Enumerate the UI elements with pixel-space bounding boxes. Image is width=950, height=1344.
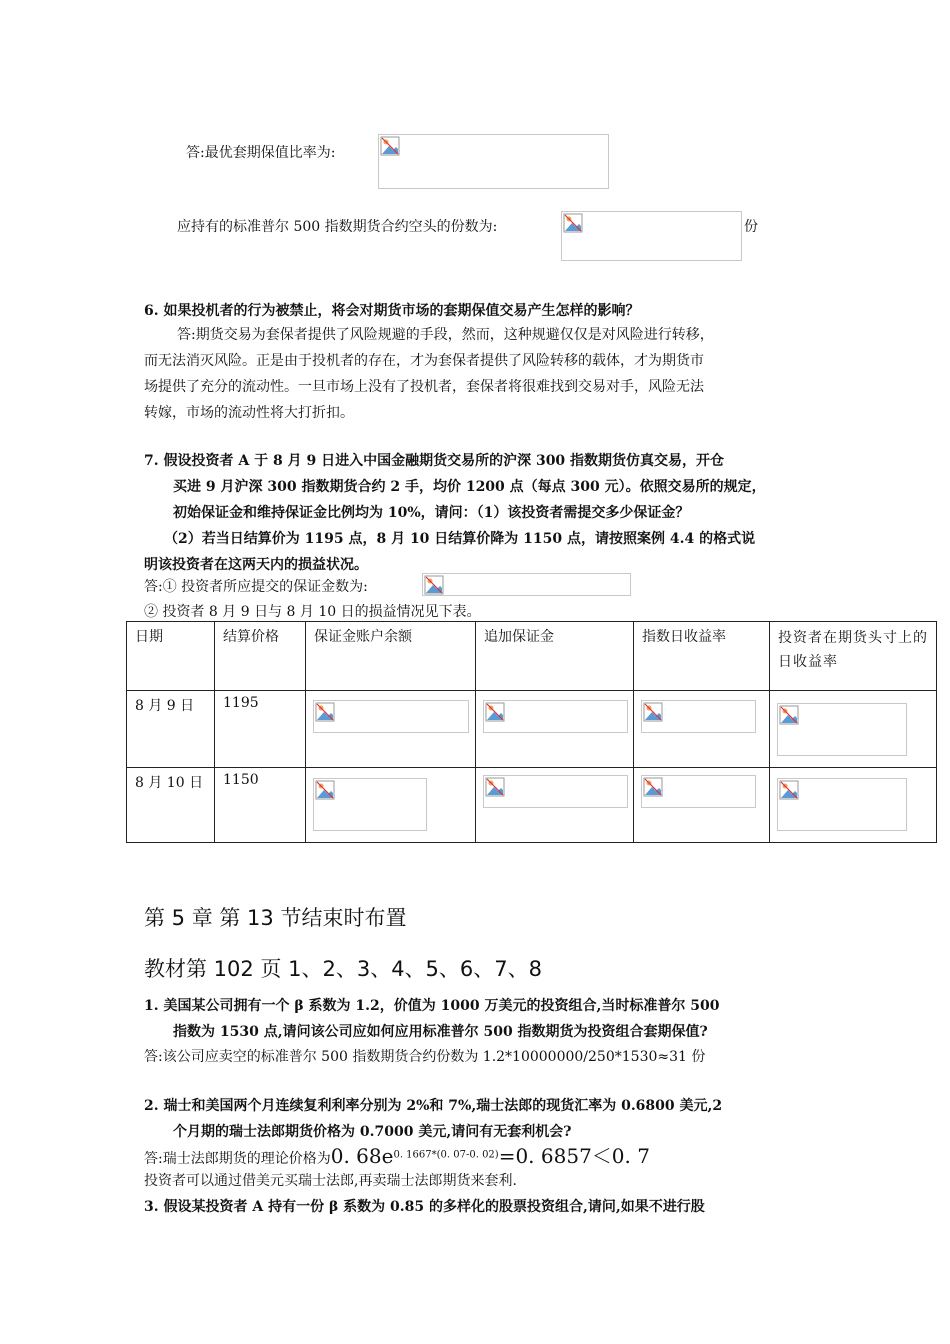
q6-question: 6. 如果投机者的行为被禁止，将会对期货市场的套期保值交易产生怎样的影响？ [144,303,640,319]
s1-question [144,993,719,1045]
s2-formula-base: 0. 68e [330,1144,394,1168]
cell-image [313,778,427,831]
broken-image-icon [643,702,663,722]
q7-question-line: 买进 9 月沪深 300 指数期货合约 2 手，均价 1200 点（每点 300 元）。依照交易所的规定， [173,479,766,495]
broken-image-icon [380,136,400,156]
table-cell-date: 8 月 9 日 [127,691,215,768]
s2-answer [144,1140,650,1169]
s2-question [144,1093,722,1145]
q7-question-line: （2）若当日结算价为 1195 点，8 月 10 日结算价降为 1150 点，请按照案例 4.4 的格式说 [164,531,756,547]
hedge-ratio-label: 答:最优套期保值比率为: [186,145,336,161]
broken-image-icon [315,702,335,722]
table-cell-image [634,768,770,843]
cell-image [777,778,907,831]
broken-image-icon [563,213,583,233]
s2-question-line: 个月期的瑞士法郎期货价格为 0.7000 美元,请问有无套利机会? [173,1124,572,1140]
table-row [127,691,937,768]
broken-image-icon [424,575,444,595]
cell-image [483,775,628,808]
table-cell-image [770,691,937,768]
q6-answer [144,322,714,426]
table-cell-image [634,691,770,768]
q6-answer-line: 转嫁，市场的流动性将大打折扣。 [144,405,354,421]
cell-image [483,700,628,733]
cell-image [641,775,756,808]
table-cell-image [476,691,634,768]
table-cell-price: 1195 [215,691,306,768]
table-cell-date: 8 月 10 日 [127,768,215,843]
q6-answer-line: 答:期货交易为套保者提供了风险规避的手段，然而，这种规避仅仅是对风险进行转移， [177,327,714,343]
s2-answer-prefix: 答:瑞士法郎期货的理论价格为 [144,1151,331,1167]
q7-question-line: 7. 假设投资者 A 于 8 月 9 日进入中国金融期货交易所的沪深 300 指数期货仿真交易，开仓 [144,453,725,469]
s2-formula-result: =0. 6857＜0. 7 [498,1144,650,1168]
broken-image-icon [779,780,799,800]
broken-image-icon [485,777,505,797]
cell-image [313,700,469,733]
s1-question-line: 1. 美国某公司拥有一个 β 系数为 1.2，价值为 1000 万美元的投资组合,当时标准普尔 500 [144,998,720,1014]
table-row [127,768,937,843]
table-header: 追加保证金 [476,622,634,691]
table-header: 日期 [127,622,215,691]
contracts-unit: 份 [744,219,758,235]
cell-image [641,700,756,733]
table-cell-image [476,768,634,843]
q7-answer2: ② 投资者 8 月 9 日与 8 月 10 日的损益情况见下表。 [144,604,481,620]
q6-answer-line: 场提供了充分的流动性。一旦市场上没有了投机者，套保者将很难找到交易对手，风险无法 [144,379,704,395]
s2-formula-exponent: 0. 1667*(0. 07-0. 02) [393,1149,499,1161]
hedge-ratio-image [378,134,609,189]
table-header: 指数日收益率 [634,622,770,691]
s1-question-line: 指数为 1530 点,请问该公司应如何应用标准普尔 500 指数期货为投资组合套期保值? [173,1024,708,1040]
contracts-image [561,211,742,261]
table-header: 保证金账户余额 [306,622,476,691]
q7-question-line: 初始保证金和维持保证金比例均为 10%，请问：（1）该投资者需提交多少保证金？ [173,505,690,521]
broken-image-icon [485,702,505,722]
broken-image-icon [315,780,335,800]
margin-image [422,573,631,596]
q7-question [144,448,766,578]
pnl-table [126,621,937,843]
q7-answer1: 答:① 投资者所应提交的保证金数为: [144,579,368,595]
table-cell-price: 1150 [215,768,306,843]
contracts-label: 应持有的标准普尔 500 指数期货合约空头的份数为: [177,219,498,235]
cell-image [777,703,907,756]
section-subtitle: 教材第 102 页 1、2、3、4、5、6、7、8 [144,957,542,981]
table-header-row [127,622,937,691]
table-cell-image [770,768,937,843]
s3-question: 3. 假设某投资者 A 持有一份 β 系数为 0.85 的多样化的股票投资组合,请问,如果不进行股 [144,1199,705,1215]
table-cell-image [306,768,476,843]
section-title: 第 5 章 第 13 节结束时布置 [144,906,407,930]
table-header: 结算价格 [215,622,306,691]
broken-image-icon [643,777,663,797]
s2-answer-line2: 投资者可以通过借美元买瑞士法郎,再卖瑞士法郎期货来套利. [144,1173,517,1189]
s2-question-line: 2. 瑞士和美国两个月连续复利利率分别为 2%和 7%,瑞士法郎的现货汇率为 0.6800 美元,2 [144,1098,723,1114]
q7-question-line: 明该投资者在这两天内的损益状况。 [144,557,368,573]
q6-answer-line: 而无法消灭风险。正是由于投机者的存在，才为套保者提供了风险转移的载体，才为期货市 [144,353,704,369]
broken-image-icon [779,705,799,725]
table-header: 投资者在期货头寸上的日收益率 [770,622,937,691]
s1-answer: 答:该公司应卖空的标准普尔 500 指数期货合约份数为 1.2*10000000/250*1530≈31 份 [144,1049,706,1065]
table-cell-image [306,691,476,768]
